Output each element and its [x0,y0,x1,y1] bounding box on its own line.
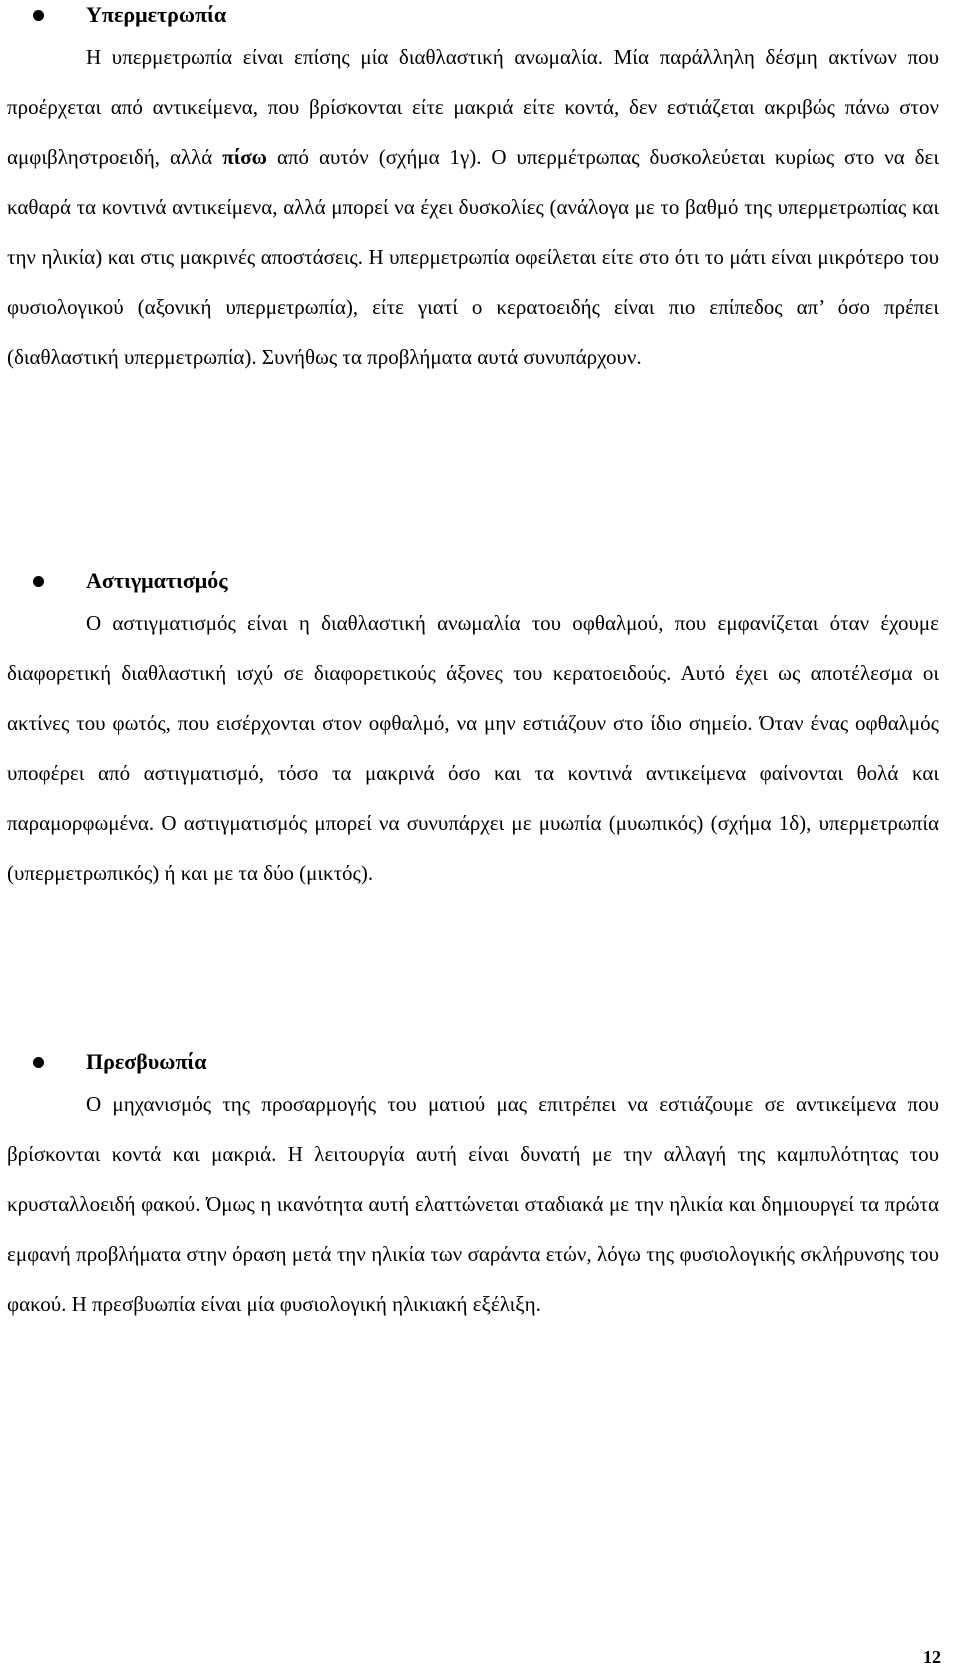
paragraph-text: από αυτόν (σχήμα 1γ). Ο υπερμέτρωπας δυσκολεύεται κυρίως στο να δει καθαρά τα κοντινά αντικείμενα, αλλά μπορεί να έχει δυσκολίες (ανάλογα με το βαθμό της υπερμετρωπίας και την ηλικία) και στις μακρινές αποστάσεις. Η υπερμετρωπία οφείλεται είτε στο ότι το μάτι είναι μικρότερο του φυσιολογικού (αξονική υπερμετρωπία), είτε γιατί ο κερατοειδής είναι πιο επίπεδος απ’ όσο πρέπει (διαθλαστική υπερμετρωπία). Συνήθως τα προβλήματα αυτά συνυπάρχουν. [7,145,940,369]
section-presbyopia [0,1047,960,1316]
heading-text: Αστιγματισμός [86,568,228,593]
section-heading [0,0,960,30]
bullet-icon [33,1057,44,1068]
page-number: 12 [923,1647,941,1667]
bullet-icon [33,576,44,587]
heading-text: Πρεσβυωπία [86,1049,207,1074]
heading-text: Υπερμετρωπία [86,2,227,27]
section-heading [0,566,960,596]
section-hyperopia [0,0,960,369]
paragraph-text: Η υπερμετρωπία είναι επίσης μία διαθλαστική ανωμαλία. Μία παράλληλη δέσμη ακτίνων που προέρχεται από αντικείμενα, που βρίσκονται είτε μακριά είτε κοντά, δεν εστιάζεται ακριβώς πάνω στον αμφιβληστροειδή, αλλά [7,45,939,169]
section-paragraph: Ο αστιγματισμός είναι η διαθλαστική ανωμαλία του οφθαλμού, που εμφανίζεται όταν έχουμε διαφορετική διαθλαστική ισχύ σε διαφορετικούς άξονες του κερατοειδούς. Αυτό έχει ως αποτέλεσμα οι ακτίνες του φωτός, που εισέρχονται στον οφθαλμό, να μην εστιάζουν στο ίδιο σημείο. Όταν ένας οφθαλμός υποφέρει από αστιγματισμό, τόσο τα μακρινά όσο και τα κοντινά αντικείμενα φαίνονται θολά και παραμορφωμένα. Ο αστιγματισμός μπορεί να συνυπάρχει με μυωπία (μυωπικός) (σχήμα 1δ), υπερμετρωπία (υπερμετρωπικός) ή και με τα δύο (μικτός). [7,611,939,885]
section-paragraph [7,32,939,382]
section-heading [0,1047,960,1077]
bullet-icon [33,10,44,21]
section-astigmatism [0,566,960,885]
paragraph-bold-text: πίσω [222,145,268,169]
section-paragraph: Ο μηχανισμός της προσαρμογής του ματιού μας επιτρέπει να εστιάζουμε σε αντικείμενα που βρίσκονται κοντά και μακριά. Η λειτουργία αυτή είναι δυνατή με την αλλαγή της καμπυλότητας του κρυσταλλοειδή φακού. Όμως η ικανότητα αυτή ελαττώνεται σταδιακά με την ηλικία και δημιουργεί τα πρώτα εμφανή προβλήματα στην όραση μετά την ηλικία των σαράντα ετών, λόγω της φυσιολογικής σκλήρυνσης του φακού. Η πρεσβυωπία είναι μία φυσιολογική ηλικιακή εξέλιξη. [7,1092,939,1316]
